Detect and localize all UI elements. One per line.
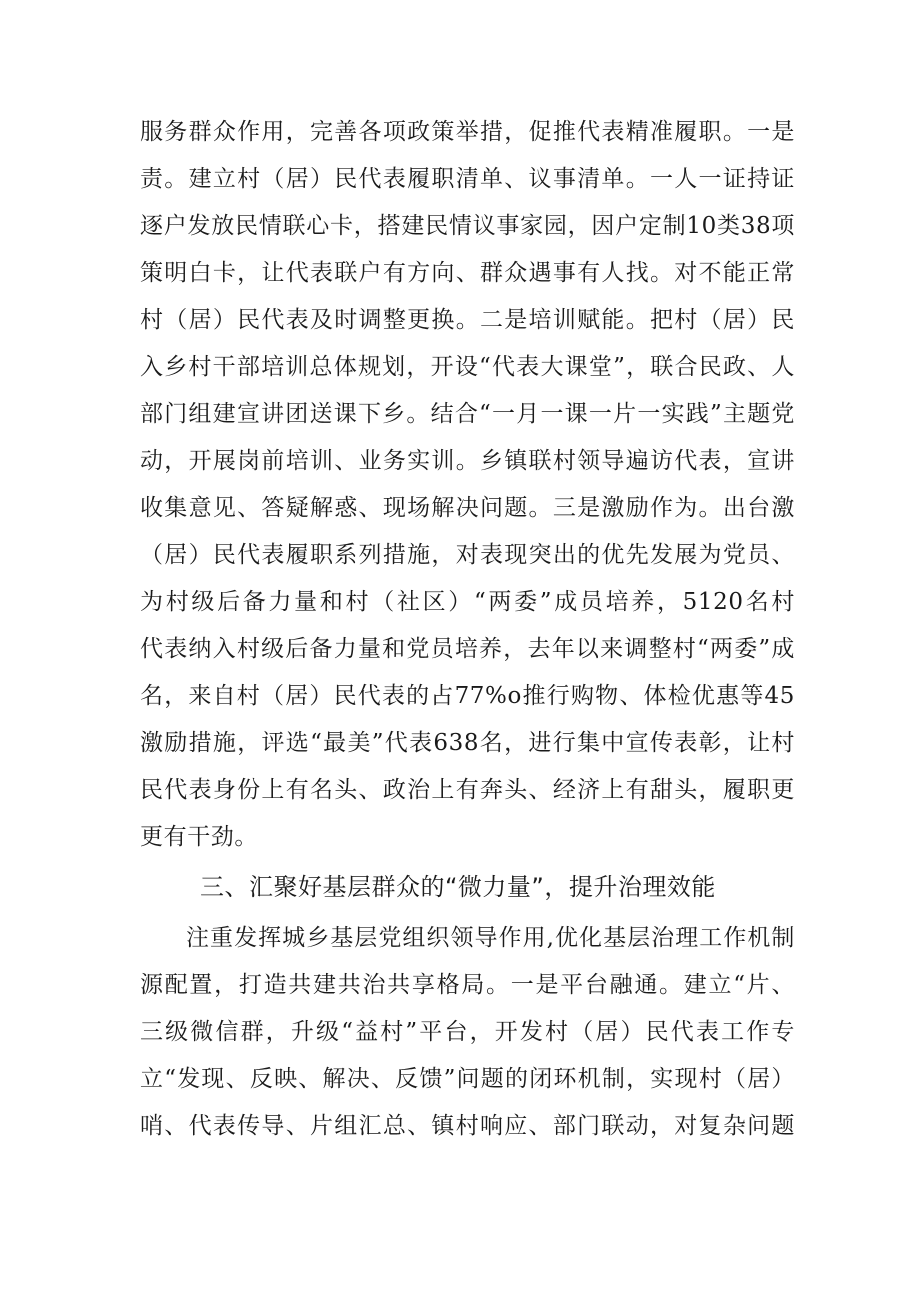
text-line: 收集意见、答疑解惑、现场解决问题。三是激励作为。出台激 [140, 495, 795, 521]
text-line: 为村级后备力量和村（社区）“两委”成员培养，5120名村 [140, 589, 795, 615]
text-line: 名，来自村（居）民代表的占77%o推行购物、体检优惠等45 [140, 683, 795, 709]
text-line: 注重发挥城乡基层党组织领导作用,优化基层治理工作机制 [186, 925, 795, 951]
text-line: 动，开展岗前培训、业务实训。乡镇联村领导遍访代表，宣讲 [140, 448, 795, 474]
text-line: 入乡村干部培训总体规划，开设“代表大课堂”，联合民政、人 [140, 354, 795, 380]
text-line: 责。建立村（居）民代表履职清单、议事清单。一人一证持证 [140, 166, 795, 192]
text-line: 立“发现、反映、解决、反馈”问题的闭环机制，实现村（居） [140, 1066, 795, 1092]
text-line: 源配置，打造共建共治共享格局。一是平台融通。建立“片、 [140, 972, 795, 998]
text-line: 村（居）民代表及时调整更换。二是培训赋能。把村（居）民 [140, 307, 795, 333]
text-line: 哨、代表传导、片组汇总、镇村响应、部门联动，对复杂问题 [140, 1113, 795, 1139]
text-line: （居）民代表履职系列措施，对表现突出的优先发展为党员、 [140, 542, 795, 568]
text-line: 逐户发放民情联心卡，搭建民情议事家园，因户定制10类38项 [140, 213, 795, 239]
text-line: 服务群众作用，完善各项政策举措，促推代表精准履职。一是 [140, 119, 795, 145]
text-line: 更有干劲。 [140, 824, 258, 850]
text-line: 民代表身份上有名头、政治上有奔头、经济上有甜头，履职更 [140, 777, 795, 803]
text-line: 激励措施，评选“最美”代表638名，进行集中宣传表彰，让村 [140, 730, 795, 756]
text-line: 代表纳入村级后备力量和党员培养，去年以来调整村“两委”成 [140, 636, 795, 662]
text-line: 部门组建宣讲团送课下乡。结合“一月一课一片一实践”主题党 [140, 401, 795, 427]
text-line: 三级微信群，升级“益村”平台，开发村（居）民代表工作专 [140, 1019, 795, 1045]
section-heading: 三、汇聚好基层群众的“微力量”，提升治理效能 [200, 873, 716, 901]
text-line: 策明白卡，让代表联户有方向、群众遇事有人找。对不能正常 [140, 260, 795, 286]
